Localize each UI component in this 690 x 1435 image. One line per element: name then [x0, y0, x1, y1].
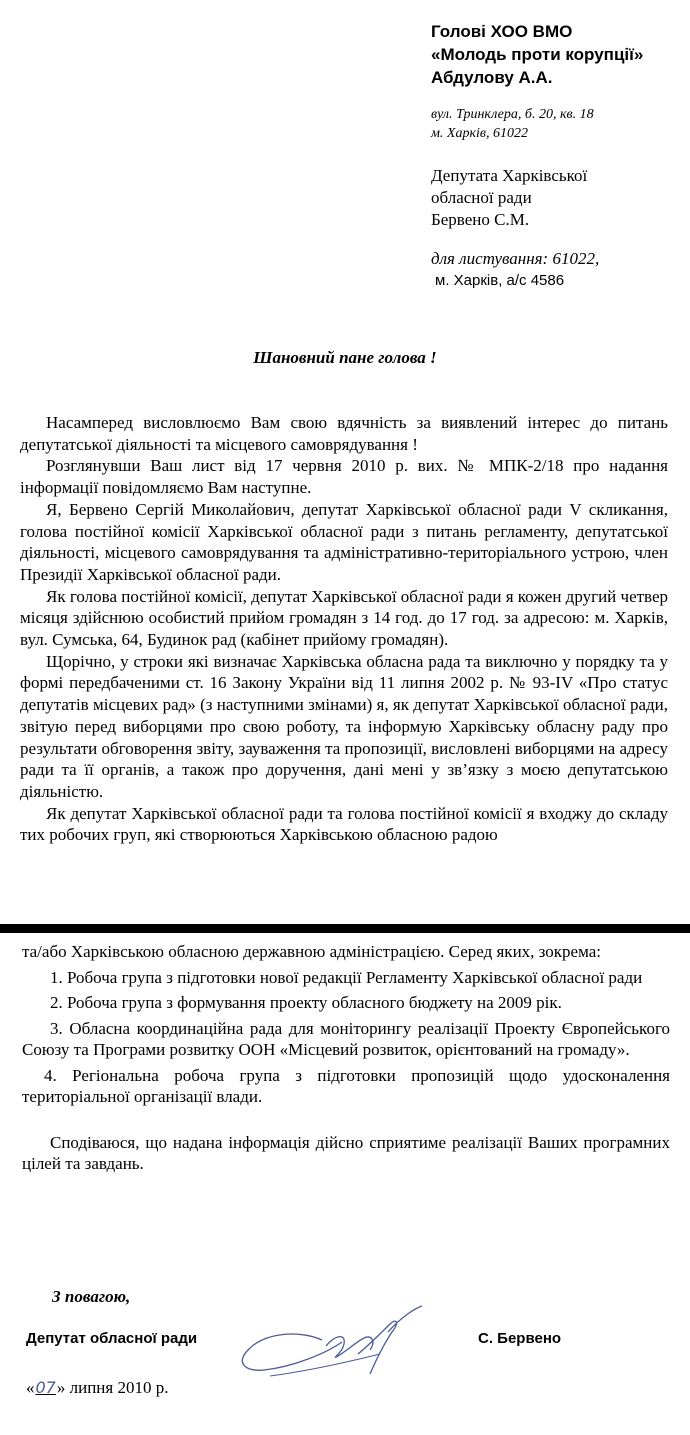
- letter-date: [26, 1378, 168, 1398]
- recipient-address-city: м. Харків, 61022: [431, 126, 529, 141]
- sender-line-2: обласної ради: [431, 188, 532, 207]
- regards-line: З повагою,: [52, 1287, 131, 1306]
- body-paragraph-continued: та/або Харківською обласною державною адміністрацією. Серед яких, зокрема:: [22, 942, 601, 961]
- correspondence-label: для листування: 61022,: [431, 249, 600, 268]
- body-paragraph: Я, Бервено Сергій Миколайович, депутат Харківської обласної ради V скликання, голова постійної комісії Харківської обласної ради з питань регламенту, депутатської діяльності, місцевого самоврядування та адміністративно-територіального устрою, член Президії Харківської обласної ради.: [20, 499, 668, 584]
- recipient-address: [431, 105, 681, 143]
- correspondence-address: м. Харків, а/с 4586: [435, 272, 565, 289]
- body-paragraph: Насамперед висловлюємо Вам свою вдячність за виявлений інтерес до питань депутатської діяльності та місцевого самоврядування !: [20, 413, 668, 454]
- date-open-quote: «: [26, 1378, 35, 1397]
- sender-block: [431, 165, 681, 231]
- sender-line-1: Депутата Харківської: [431, 166, 588, 185]
- salutation: Шановний пане голова !: [253, 348, 437, 367]
- list-item: 2. Робоча група з формування проекту обласного бюджету на 2009 рік.: [50, 993, 562, 1012]
- signature-mark: [230, 1302, 440, 1392]
- recipient-address-street: вул. Тринклера, б. 20, кв. 18: [431, 107, 594, 122]
- sender-line-3: Бервено С.М.: [431, 210, 530, 229]
- list-item: 1. Робоча група з підготовки нової редакції Регламенту Харківської обласної ради: [50, 967, 643, 987]
- page-break-bar: [0, 924, 690, 933]
- body-paragraph: Розглянувши Ваш лист від 17 червня 2010 р. вих. № МПК-2/18 про надання інформації повідомляємо Вам наступне.: [20, 456, 668, 498]
- list-item: 4. Регіональна робоча група з підготовки пропозицій щодо удосконалення територіальної організації влади.: [22, 1065, 670, 1106]
- recipient-line-1: Голові ХОО ВМО: [431, 22, 573, 41]
- body-paragraph: Як депутат Харківської обласної ради та голова постійної комісії я входжу до складу тих робочих груп, які створюються Харківською обласною радою: [20, 803, 668, 845]
- date-day: 07: [35, 1378, 56, 1397]
- date-month-year: липня 2010 р.: [65, 1378, 169, 1397]
- signatory-name: С. Бервено: [478, 1330, 562, 1347]
- header-block: [431, 20, 681, 292]
- body-paragraph: Щорічно, у строки які визначає Харківська обласна рада та виключно у порядку та у формі передбаченими ст. 16 Закону України від 11 липня 2002 р. № 93-IV «Про статус депутатів місцевих рад» (з наступними змінами) я, як депутат Харківської обласної ради, звітую перед виборцями про свою роботу, та інформую Харківську обласну раду про результати обговорення звіту, зауваження та пропозиції, висловлені виборцями на адресу ради та її органів, а також про доручення, дані мені у зв’язку з моєю депутатською діяльністю.: [20, 651, 668, 801]
- recipient-line-3: Абдулову А.А.: [431, 68, 553, 87]
- correspondence-block: [431, 248, 681, 292]
- letter-body-top: [20, 412, 668, 846]
- recipient-line-2: «Молодь проти корупції»: [431, 45, 644, 64]
- signatory-position: Депутат обласної ради: [26, 1330, 198, 1347]
- date-close-quote: »: [56, 1378, 66, 1397]
- list-item: 3. Обласна координаційна рада для моніторингу реалізації Проекту Європейського Союзу та Програми розвитку ООН «Місцевий розвиток, орієнтований на громаду».: [22, 1018, 670, 1059]
- closing-paragraph: Сподіваюся, що надана інформація дійсно сприятиме реалізації Ваших програмних цілей та завдань.: [22, 1132, 670, 1173]
- letter-body-bottom: [22, 941, 670, 1175]
- body-paragraph: Як голова постійної комісії, депутат Харківської обласної ради я кожен другий четвер місяця здійснюю особистий прийом громадян з 14 год. до 17 год. за адресою: м. Харків, вул. Сумська, 64, Будинок рад (кабінет прийому громадян).: [20, 586, 669, 650]
